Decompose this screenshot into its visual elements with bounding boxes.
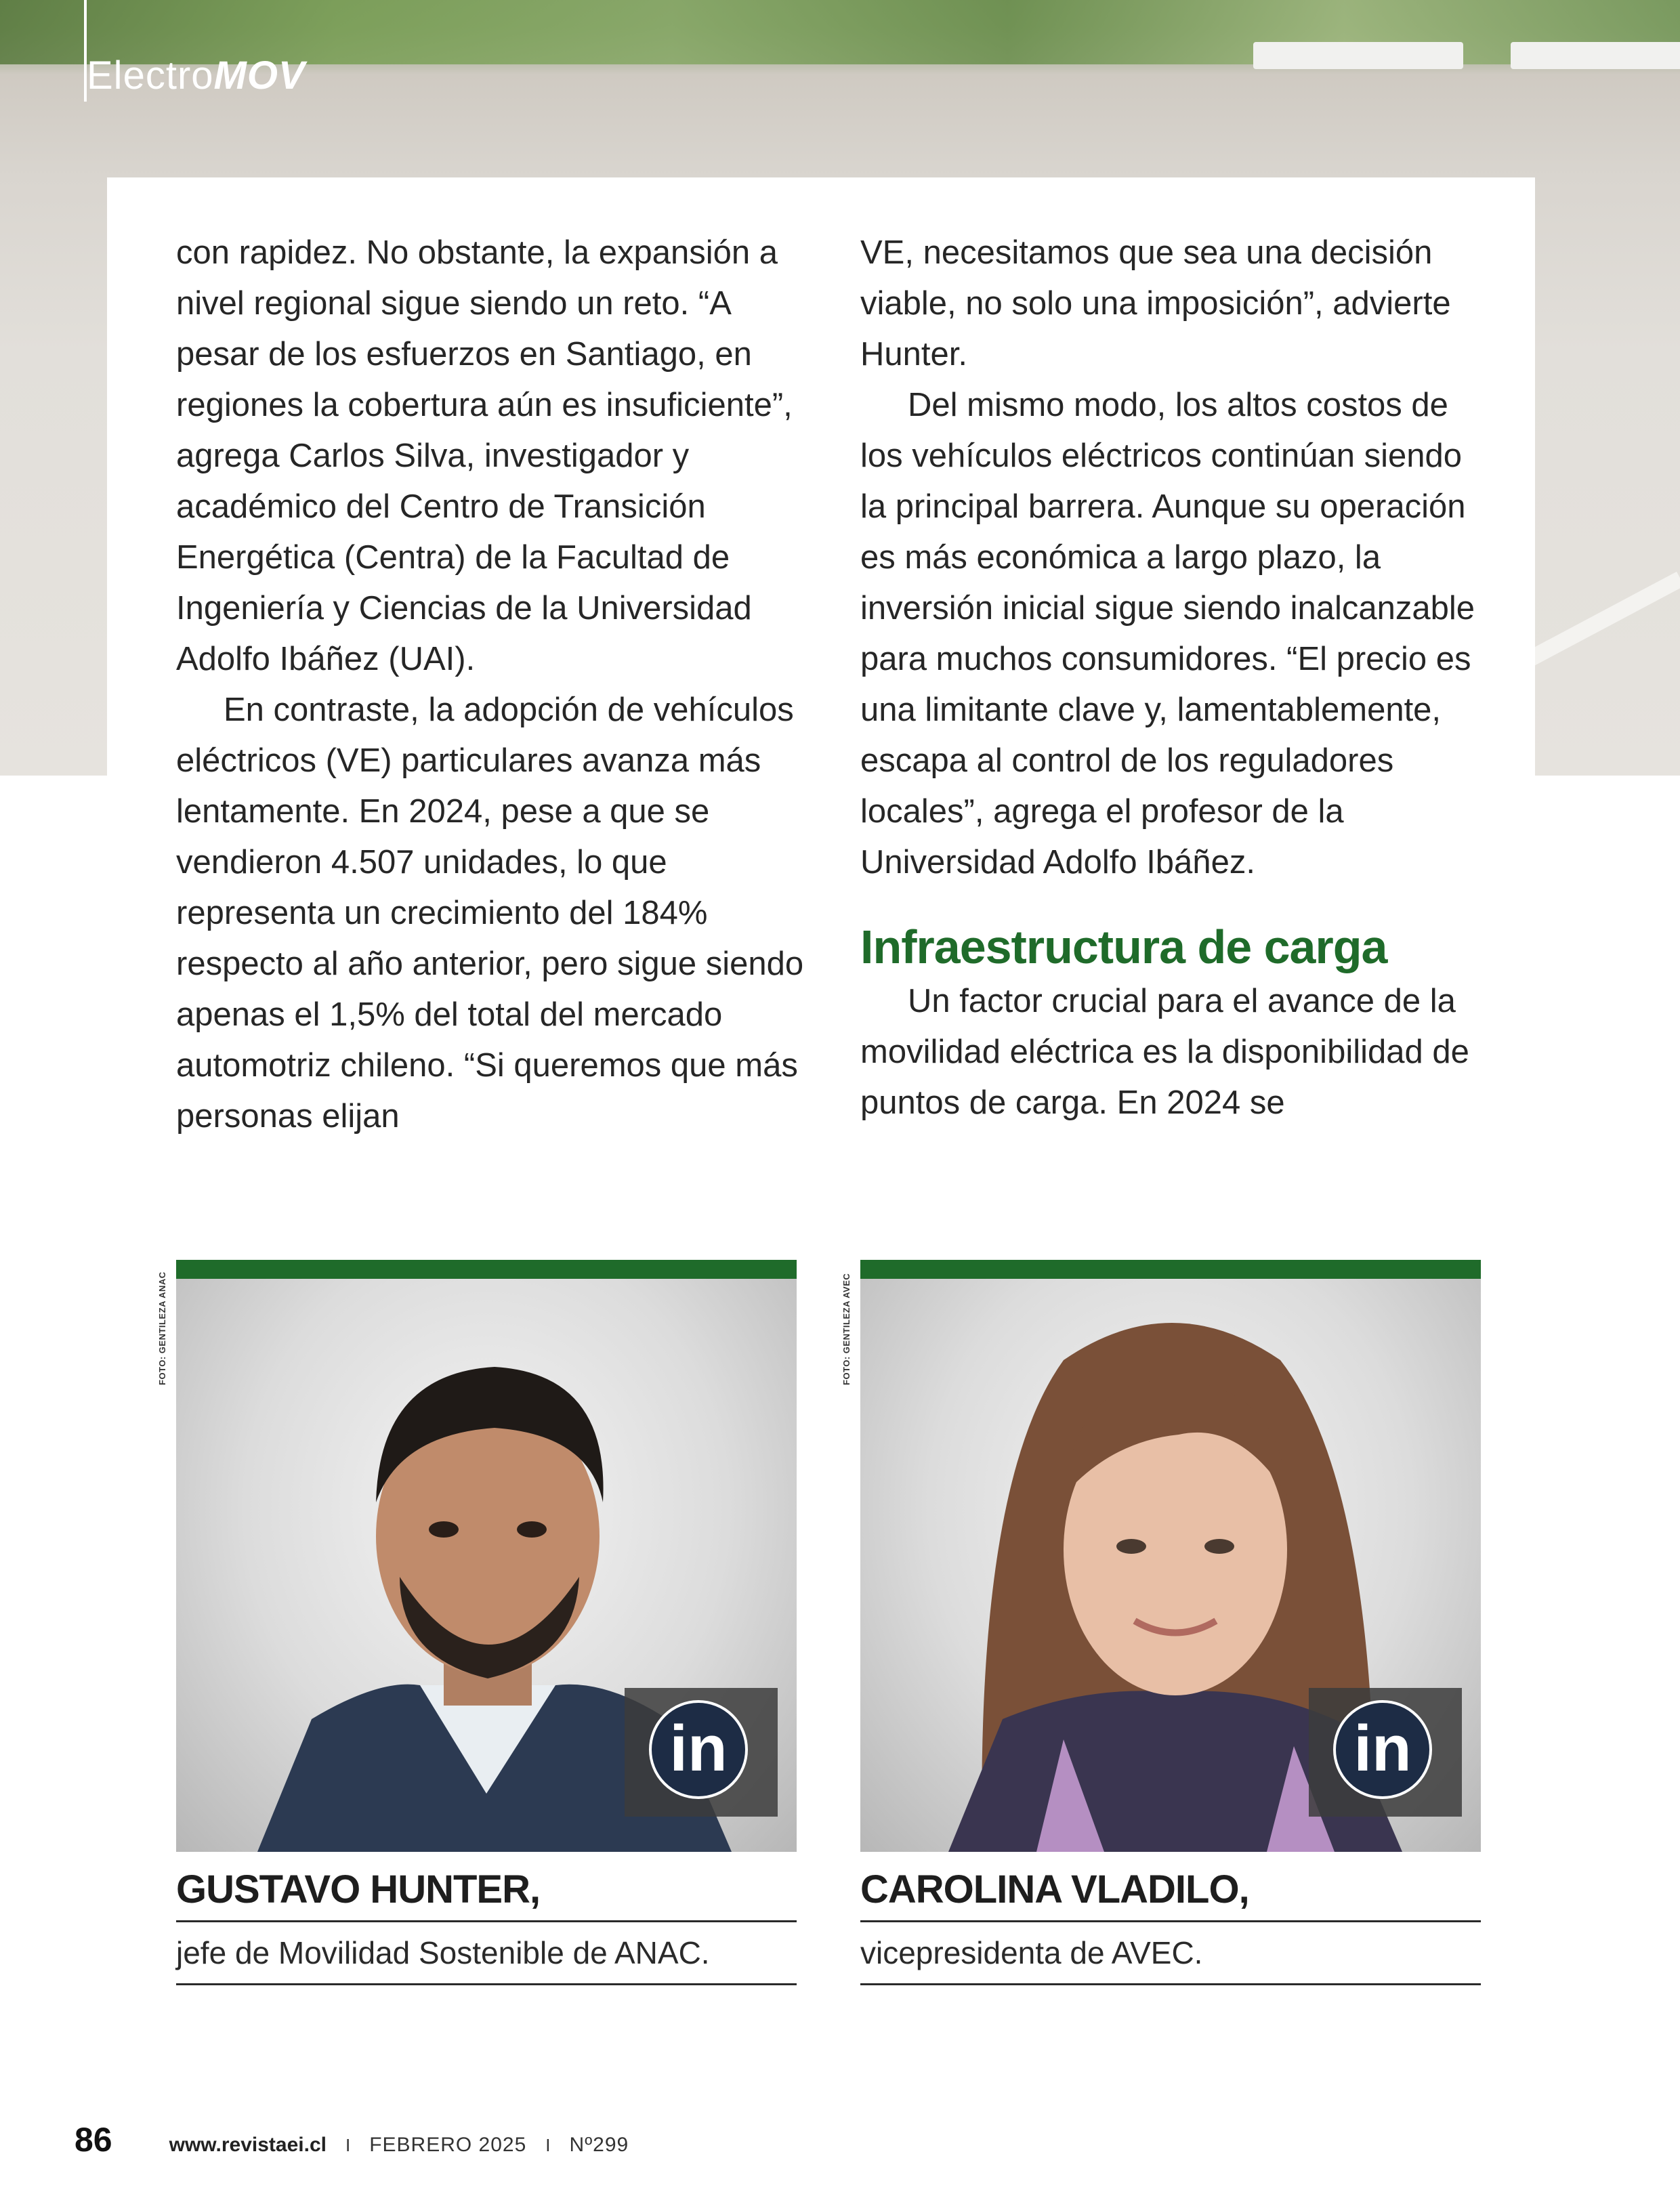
section-brand <box>87 53 306 98</box>
linkedin-icon[interactable]: in <box>649 1700 748 1799</box>
profile-name: CAROLINA VLADILO, <box>860 1867 1481 1922</box>
linkedin-badge[interactable] <box>1309 1688 1462 1817</box>
brand-light: Electro <box>87 54 214 98</box>
paragraph: Del mismo modo, los altos costos de los vehículos eléctricos continúan siendo la principal barrera. Aunque su operación es más económica a largo plazo, la inversión inicial sigue siendo inalcanzable para muchos consumidores. “El precio es una limitante clave y, lamentablemente, escapa al control de los reguladores locales”, agrega el profesor de la Universidad Adolfo Ibáñez. <box>860 387 1475 881</box>
linkedin-badge[interactable] <box>625 1688 778 1817</box>
article-column-left <box>176 228 806 1142</box>
subheading: Infraestructura de carga <box>860 921 1387 973</box>
brand-bold: MOV <box>213 54 306 98</box>
portrait-photo <box>860 1279 1481 1852</box>
footer-separator: I <box>345 2135 351 2155</box>
website-link[interactable]: www.revistaei.cl <box>169 2134 327 2156</box>
paragraph: VE, necesitamos que sea una decisión viable, no solo una imposición”, advierte Hunter. <box>860 234 1451 373</box>
profile-card <box>860 1260 1481 1985</box>
paragraph: En contraste, la adopción de vehículos eléctricos (VE) particulares avanza más lentamente. En 2024, pese a que se vendieron 4.507 unidades, lo que representa un crecimiento del 184% respecto al año anterior, pero sigue siendo apenas el 1,5% del total del mercado automotriz chileno. “Si queremos que más personas elijan <box>176 692 804 1135</box>
photo-credit: FOTO: GENTILEZA ANAC <box>157 1271 167 1385</box>
profile-role: vicepresidenta de AVEC. <box>860 1922 1481 1985</box>
paragraph: con rapidez. No obstante, la expansión a nivel regional sigue siendo un reto. “A pesar de los esfuerzos en Santiago, en regiones la cobertura aún es insuficiente”, agrega Carlos Silva, investigador y académico del Centro de Transición Energética (Centra) de la Facultad de Ingeniería y Ciencias de la Universidad Adolfo Ibáñez (UAI). <box>176 234 793 677</box>
profile-card <box>176 1260 797 1985</box>
page-footer <box>75 2120 629 2159</box>
card-accent-bar <box>860 1260 1481 1279</box>
portrait-photo <box>176 1279 797 1852</box>
footer-separator: I <box>545 2135 551 2155</box>
curb-block <box>1253 42 1463 69</box>
article-column-right <box>860 228 1490 1128</box>
curb-block <box>1511 42 1680 69</box>
issue-number: Nº299 <box>569 2134 629 2156</box>
profile-role: jefe de Movilidad Sostenible de ANAC. <box>176 1922 797 1985</box>
paragraph: Un factor crucial para el avance de la movilidad eléctrica es la disponibilidad de puntos de carga. En 2024 se <box>860 983 1469 1121</box>
profile-name: GUSTAVO HUNTER, <box>176 1867 797 1922</box>
linkedin-icon[interactable]: in <box>1333 1700 1432 1799</box>
issue-date: FEBRERO 2025 <box>369 2134 527 2156</box>
photo-credit: FOTO: GENTILEZA AVEC <box>841 1273 852 1385</box>
card-accent-bar <box>176 1260 797 1279</box>
page-number: 86 <box>75 2121 112 2159</box>
